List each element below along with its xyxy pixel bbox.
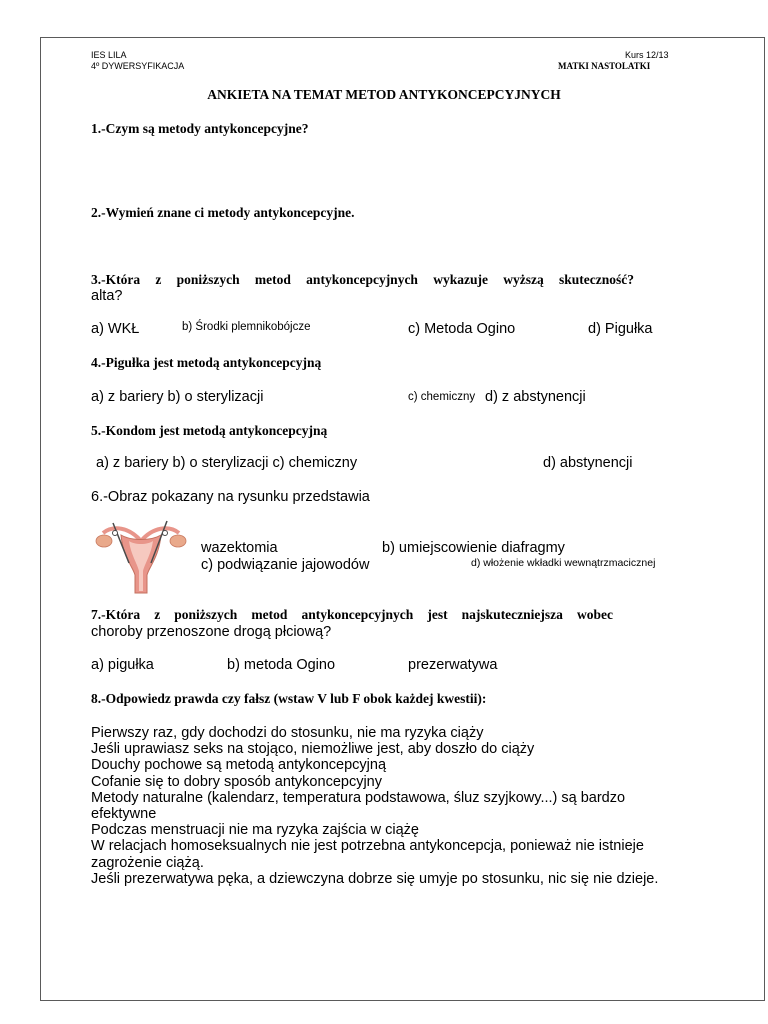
- q7-option-c: prezerwatywa: [408, 657, 498, 673]
- question-3: 3.-Która z poniższych metod antykoncepcyjnych wykazuje wyższą skuteczność?: [91, 272, 634, 287]
- statement-item: Podczas menstruacji nie ma ryzyka zajścia w ciążę: [91, 822, 419, 839]
- course-group: 4º DYWERSYFIKACJA: [91, 61, 185, 71]
- q3-option-b: b) Środki plemnikobójcze: [182, 321, 311, 333]
- question-3-continuation: alta?: [91, 288, 123, 304]
- q6-option-b: b) umiejscowienie diafragmy: [382, 540, 565, 556]
- project-name: MATKI NASTOLATKI: [558, 61, 651, 71]
- q3-option-d: d) Pigułka: [588, 321, 653, 337]
- statement-item: Jeśli prezerwatywa pęka, a dziewczyna dobrze się umyje po stosunku, nic się nie dzieje.: [91, 870, 659, 887]
- course-year: Kurs 12/13: [625, 50, 669, 60]
- question-7: 7.-Która z poniższych metod antykoncepcyjnych jest najskuteczniejsza wobec: [91, 607, 613, 622]
- question-7-continuation: choroby przenoszone drogą płciową?: [91, 624, 332, 640]
- q6-option-c: c) podwiązanie jajowodów: [201, 557, 370, 573]
- question-2: 2.-Wymień znane ci metody antykoncepcyjne.: [91, 205, 355, 220]
- question-6: 6.-Obraz pokazany na rysunku przedstawia: [91, 489, 370, 505]
- statement-item: Metody naturalne (kalendarz, temperatura podstawowa, śluz szyjkowy...) są bardzo efektywne: [91, 789, 626, 823]
- statement-list: [91, 725, 701, 887]
- q5-option-d: d) abstynencji: [543, 455, 633, 471]
- statement-item: Douchy pochowe są metodą antykoncepcyjną: [91, 757, 387, 774]
- statement-item: Jeśli uprawiasz seks na stojąco, niemożliwe jest, aby doszło do ciąży: [91, 741, 535, 758]
- q5-option-abc: a) z bariery b) o sterylizacji c) chemiczny: [96, 455, 358, 471]
- statement-item: Pierwszy raz, gdy dochodzi do stosunku, nie ma ryzyka ciąży: [91, 725, 484, 741]
- statement-item: Cofanie się to dobry sposób antykoncepcyjny: [91, 773, 382, 790]
- q6-option-d: d) włożenie wkładki wewnątrzmacicznej: [471, 557, 656, 569]
- q7-option-a: a) pigułka: [91, 657, 154, 673]
- school-name: IES LILA: [91, 50, 127, 60]
- question-8: 8.-Odpowiedz prawda czy fałsz (wstaw V lub F obok każdej kwestii):: [91, 691, 487, 706]
- question-4: 4.-Pigułka jest metodą antykoncepcyjną: [91, 355, 322, 370]
- question-5: 5.-Kondom jest metodą antykoncepcyjną: [91, 423, 328, 438]
- q3-option-c: c) Metoda Ogino: [408, 321, 516, 337]
- q6-option-a: wazektomia: [201, 540, 278, 556]
- question-1: 1.-Czym są metody antykoncepcyjne?: [91, 121, 309, 136]
- q4-option-c: c) chemiczny: [408, 391, 476, 403]
- uterus-illustration: [93, 519, 190, 596]
- q7-option-b: b) metoda Ogino: [227, 657, 336, 673]
- statement-item: W relacjach homoseksualnych nie jest potrzebna antykoncepcja, ponieważ nie istnieje zagrożenie ciążą.: [91, 838, 644, 871]
- q4-option-ab: a) z bariery b) o sterylizacji: [91, 389, 264, 405]
- page-title: ANKIETA NA TEMAT METOD ANTYKONCEPCYJNYCH: [207, 87, 561, 102]
- q3-option-a: a) WKŁ: [91, 321, 140, 337]
- q4-option-d: d) z abstynencji: [485, 389, 586, 405]
